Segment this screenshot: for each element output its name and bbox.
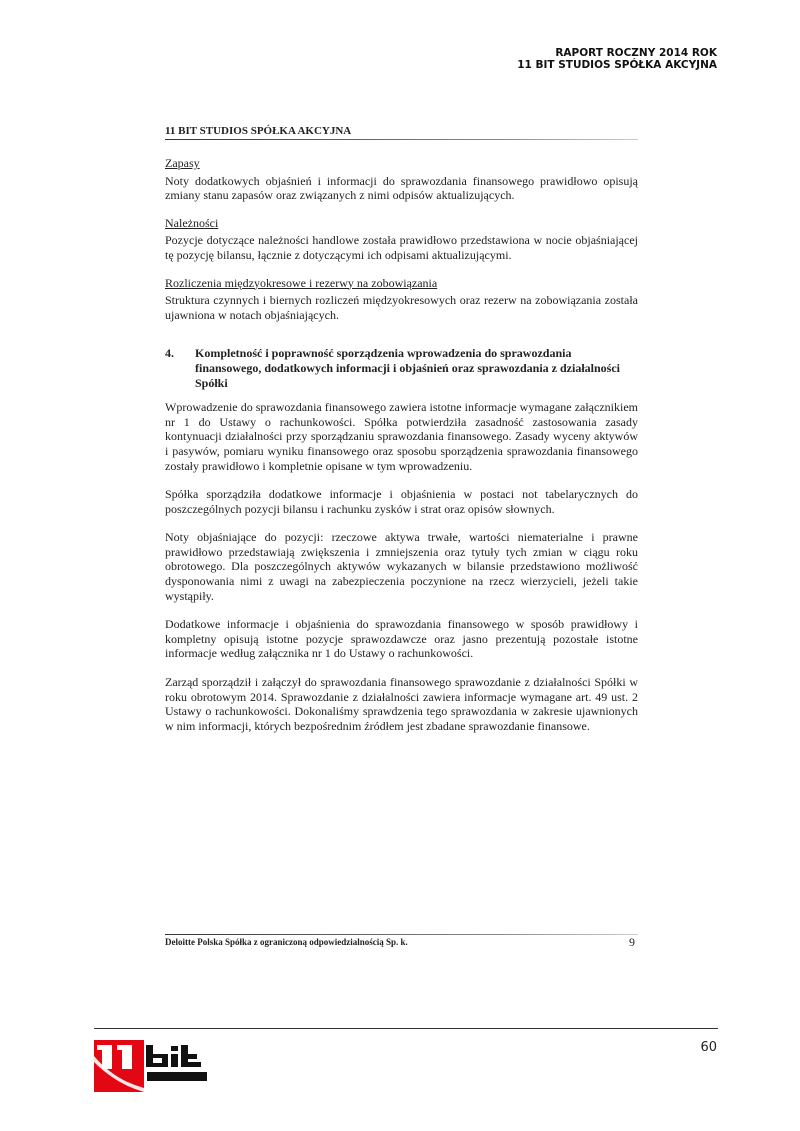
scan-footer-rule: [165, 934, 638, 935]
paragraph-text: Zarząd sporządził i załączył do sprawozdania finansowego sprawozdanie z działalności Spółki w roku obrotowym 2014. Sprawozdanie z działalności zawiera informacje wymagane art. 49 ust. 2 Ustawy o rachunkowości. Dokonaliśmy sprawdzenia tego sprawozdania w zakresie ujawnionych w nim informacji, których bezpośrednim źródłem jest zbadane sprawozdanie finansowe.: [165, 675, 638, 733]
scan-company-heading: 11 BIT STUDIOS SPÓŁKA AKCYJNA: [165, 125, 352, 137]
11bit-studios-logo: [94, 1040, 214, 1097]
section-naleznosci: [165, 216, 638, 263]
scan-page-number: 9: [629, 935, 635, 949]
scan-header-rule: [165, 139, 638, 140]
paragraph: [165, 675, 638, 733]
paragraph: [165, 530, 638, 603]
section-title: Rozliczenia międzyokresowe i rezerwy na zobowiązania: [165, 275, 438, 290]
page-number: 60: [700, 1040, 717, 1055]
section-zapasy: [165, 156, 638, 203]
section-heading-text: Kompletność i poprawność sporządzenia wprowadzenia do sprawozdania finansowego, dodatkowych informacji i objaśnień oraz sprawozdania z działalności Spółki: [195, 346, 621, 390]
paragraph-text: Noty objaśniające do pozycji: rzeczowe aktywa trwałe, wartości niematerialne i prawne prawidłowo przedstawiają zwiększenia i zmniejszenia oraz tytuły tych zmian w ciągu roku obrotowego. Dla poszczególnych aktywów wykazanych w bilansie przedstawiono możliwość dysponowania nimi z uwagi na zabezpieczenia poczynione na rzecz wierzycieli, jeżeli takie wystąpiły.: [165, 530, 638, 603]
section-text: Pozycje dotyczące należności handlowe została prawidłowo przedstawiona w nocie objaśniającej tę pozycję bilansu, łącznie z dotyczącymi ich odpisami aktualizującymi.: [165, 233, 638, 262]
paragraph: [165, 617, 638, 661]
section-4-heading: [165, 346, 638, 390]
footer-rule: [94, 1028, 718, 1029]
paragraph-text: Wprowadzenie do sprawozdania finansowego zawiera istotne informacje wymagane załącznikiem nr 1 do Ustawy o rachunkowości. Spółka potwierdziła zasadność zastosowania zasady kontynuacji działalności przy sporządzaniu sprawozdania finansowego. Zasady wyceny aktywów i pasywów, pomiaru wyniku finansowego oraz sposobu sporządzenia sprawozdania finansowego zostały prawidłowo i kompletnie opisane w tym wprowadzeniu.: [165, 400, 638, 473]
paragraph: [165, 487, 638, 516]
section-text: Noty dodatkowych objaśnień i informacji do sprawozdania finansowego prawidłowo opisują zmiany stanu zapasów oraz związanych z nimi odpisów aktualizujących.: [165, 173, 638, 203]
paragraph-text: Spółka sporządziła dodatkowe informacje i objaśnienia w postaci not tabelarycznych do poszczególnych pozycji bilansu i rachunku zysków i strat oraz opisów słownych.: [165, 487, 638, 516]
section-rozliczenia: [165, 276, 638, 323]
company-name: 11 BIT STUDIOS SPÓŁKA AKCYJNA: [517, 59, 717, 71]
report-header: [517, 47, 717, 71]
section-title: Zapasy: [165, 156, 200, 170]
paragraph: [165, 400, 638, 473]
scan-body: [165, 156, 638, 747]
section-title: Należności: [165, 215, 219, 230]
paragraph-text: Dodatkowe informacje i objaśnienia do sprawozdania finansowego w sposób prawidłowy i kompletny opisują istotne pozycje sprawozdawcze oraz jasno prezentują pozostałe istotne informacje według załącznika nr 1 do Ustawy o rachunkowości.: [165, 617, 638, 661]
auditor-footer: Deloitte Polska Spółka z ograniczoną odpowiedzialnością Sp. k.: [165, 937, 408, 947]
section-number: 4.: [165, 346, 174, 361]
report-title: RAPORT ROCZNY 2014 ROK: [555, 47, 717, 59]
section-text: Struktura czynnych i biernych rozliczeń międzyokresowych oraz rezerw na zobowiązania została ujawniona w notach objaśniających.: [165, 293, 638, 322]
